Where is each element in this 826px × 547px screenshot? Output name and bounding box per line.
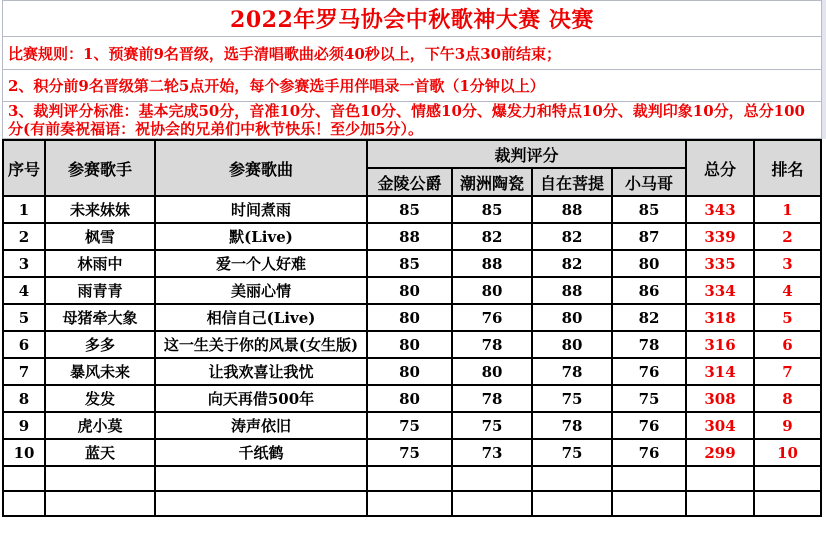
table-row (3, 331, 821, 358)
table-row (3, 250, 821, 277)
rule-line-1 (3, 37, 821, 70)
cell-song: 涛声依旧 (155, 412, 367, 439)
cell-total: 316 (686, 331, 754, 358)
cell-no: 4 (3, 277, 45, 304)
cell-singer: 枫雪 (45, 223, 155, 250)
cell-judge-score: 80 (612, 250, 686, 277)
cell-total: 335 (686, 250, 754, 277)
cell-no: 9 (3, 412, 45, 439)
cell-singer: 发发 (45, 385, 155, 412)
cell-judge-score (452, 491, 532, 516)
cell-song (155, 466, 367, 491)
table-row (3, 277, 821, 304)
cell-judge-score: 80 (367, 385, 452, 412)
cell-total (686, 466, 754, 491)
table-row (3, 196, 821, 223)
col-header-song: 参赛歌曲 (155, 140, 367, 196)
title-row (3, 1, 821, 37)
cell-judge-score: 82 (532, 223, 612, 250)
cell-singer: 虎小莫 (45, 412, 155, 439)
cell-rank: 7 (754, 358, 821, 385)
cell-total: 299 (686, 439, 754, 466)
cell-total: 343 (686, 196, 754, 223)
cell-judge-score (612, 466, 686, 491)
cell-song: 让我欢喜让我忧 (155, 358, 367, 385)
cell-judge-score: 75 (612, 385, 686, 412)
cell-no: 8 (3, 385, 45, 412)
cell-rank: 1 (754, 196, 821, 223)
cell-total: 314 (686, 358, 754, 385)
cell-rank (754, 466, 821, 491)
cell-total: 318 (686, 304, 754, 331)
cell-judge-score: 80 (367, 358, 452, 385)
col-header-judge-2: 潮洲陶瓷 (452, 168, 532, 196)
cell-singer: 雨青青 (45, 277, 155, 304)
cell-no: 7 (3, 358, 45, 385)
cell-total: 334 (686, 277, 754, 304)
cell-rank: 9 (754, 412, 821, 439)
cell-judge-score: 73 (452, 439, 532, 466)
cell-judge-score: 80 (452, 277, 532, 304)
cell-judge-score: 75 (367, 439, 452, 466)
cell-no: 6 (3, 331, 45, 358)
cell-rank: 4 (754, 277, 821, 304)
rule-line-2 (3, 70, 821, 102)
cell-judge-score: 80 (367, 277, 452, 304)
cell-judge-score (532, 491, 612, 516)
cell-judge-score: 88 (532, 196, 612, 223)
cell-judge-score: 78 (452, 385, 532, 412)
cell-judge-score: 85 (367, 250, 452, 277)
cell-judge-score (532, 466, 612, 491)
cell-no: 3 (3, 250, 45, 277)
cell-judge-score: 80 (367, 304, 452, 331)
cell-singer (45, 491, 155, 516)
col-header-singer: 参赛歌手 (45, 140, 155, 196)
cell-singer (45, 466, 155, 491)
cell-total: 308 (686, 385, 754, 412)
table-row (3, 385, 821, 412)
cell-judge-score: 86 (612, 277, 686, 304)
col-header-judge-3: 自在菩提 (532, 168, 612, 196)
cell-song: 时间煮雨 (155, 196, 367, 223)
cell-rank: 5 (754, 304, 821, 331)
table-header (3, 140, 821, 196)
cell-judge-score: 85 (367, 196, 452, 223)
table-row (3, 358, 821, 385)
cell-song (155, 491, 367, 516)
cell-judge-score: 87 (612, 223, 686, 250)
cell-no: 1 (3, 196, 45, 223)
cell-judge-score: 88 (367, 223, 452, 250)
col-header-judge-1: 金陵公爵 (367, 168, 452, 196)
cell-rank: 6 (754, 331, 821, 358)
empty-row (3, 466, 821, 491)
cell-singer: 蓝天 (45, 439, 155, 466)
col-header-judges-group: 裁判评分 (367, 140, 686, 168)
cell-singer: 母猪牵大象 (45, 304, 155, 331)
rule-text-1: 比赛规则：1、预赛前9名晋级，选手清唱歌曲必须40秒以上，下午3点30前结束； (8, 44, 562, 63)
col-header-judge-4: 小马哥 (612, 168, 686, 196)
cell-judge-score: 80 (452, 358, 532, 385)
cell-rank: 10 (754, 439, 821, 466)
cell-judge-score: 80 (532, 304, 612, 331)
cell-judge-score: 82 (452, 223, 532, 250)
cell-judge-score: 75 (367, 412, 452, 439)
cell-total: 304 (686, 412, 754, 439)
cell-judge-score: 78 (532, 412, 612, 439)
cell-judge-score: 82 (612, 304, 686, 331)
cell-judge-score (452, 466, 532, 491)
cell-song: 爱一个人好难 (155, 250, 367, 277)
cell-judge-score: 76 (612, 358, 686, 385)
cell-singer: 多多 (45, 331, 155, 358)
cell-rank: 8 (754, 385, 821, 412)
col-header-total: 总分 (686, 140, 754, 196)
table-row (3, 304, 821, 331)
score-table (2, 139, 822, 517)
cell-no (3, 491, 45, 516)
sheet-edge-strip (822, 0, 826, 139)
header-row-1 (3, 140, 821, 168)
rule-text-2: 2、积分前9名晋级第二轮5点开始，每个参赛选手用伴唱录一首歌（1分钟以上） (8, 77, 545, 95)
cell-judge-score: 78 (612, 331, 686, 358)
cell-rank: 2 (754, 223, 821, 250)
cell-judge-score: 82 (532, 250, 612, 277)
cell-judge-score: 75 (532, 385, 612, 412)
cell-judge-score: 80 (532, 331, 612, 358)
cell-judge-score: 75 (452, 412, 532, 439)
cell-no: 5 (3, 304, 45, 331)
cell-no (3, 466, 45, 491)
cell-judge-score: 76 (612, 412, 686, 439)
col-header-no: 序号 (3, 140, 45, 196)
cell-singer: 未来妹妹 (45, 196, 155, 223)
cell-no: 2 (3, 223, 45, 250)
cell-judge-score: 85 (612, 196, 686, 223)
cell-singer: 暴风未来 (45, 358, 155, 385)
cell-judge-score: 88 (532, 277, 612, 304)
cell-judge-score: 78 (532, 358, 612, 385)
cell-total (686, 491, 754, 516)
cell-rank: 3 (754, 250, 821, 277)
cell-no: 10 (3, 439, 45, 466)
cell-judge-score (367, 466, 452, 491)
top-section (2, 0, 822, 139)
empty-row (3, 491, 821, 516)
cell-judge-score: 75 (532, 439, 612, 466)
cell-judge-score: 80 (367, 331, 452, 358)
cell-song: 默(Live) (155, 223, 367, 250)
rule-text-3: 3、裁判评分标准：基本完成50分，音准10分、音色10分、情感10分、爆发力和特点10分、裁判印象10分，总分100分(有前奏祝福语：祝协会的兄弟们中秋节快乐！至少加5分）。 (8, 102, 805, 138)
cell-judge-score (612, 491, 686, 516)
cell-singer: 林雨中 (45, 250, 155, 277)
cell-judge-score (367, 491, 452, 516)
rule-line-3 (3, 102, 821, 139)
col-header-rank: 排名 (754, 140, 821, 196)
table-row (3, 439, 821, 466)
cell-song: 千纸鹤 (155, 439, 367, 466)
table-row (3, 412, 821, 439)
page-title: 2022年罗马协会中秋歌神大赛 决赛 (230, 7, 594, 33)
cell-judge-score: 76 (612, 439, 686, 466)
table-row (3, 223, 821, 250)
table-body (3, 196, 821, 516)
cell-rank (754, 491, 821, 516)
cell-judge-score: 78 (452, 331, 532, 358)
cell-song: 这一生关于你的风景(女生版) (155, 331, 367, 358)
cell-total: 339 (686, 223, 754, 250)
cell-song: 相信自己(Live) (155, 304, 367, 331)
cell-song: 向天再借500年 (155, 385, 367, 412)
cell-judge-score: 88 (452, 250, 532, 277)
cell-song: 美丽心情 (155, 277, 367, 304)
cell-judge-score: 85 (452, 196, 532, 223)
cell-judge-score: 76 (452, 304, 532, 331)
